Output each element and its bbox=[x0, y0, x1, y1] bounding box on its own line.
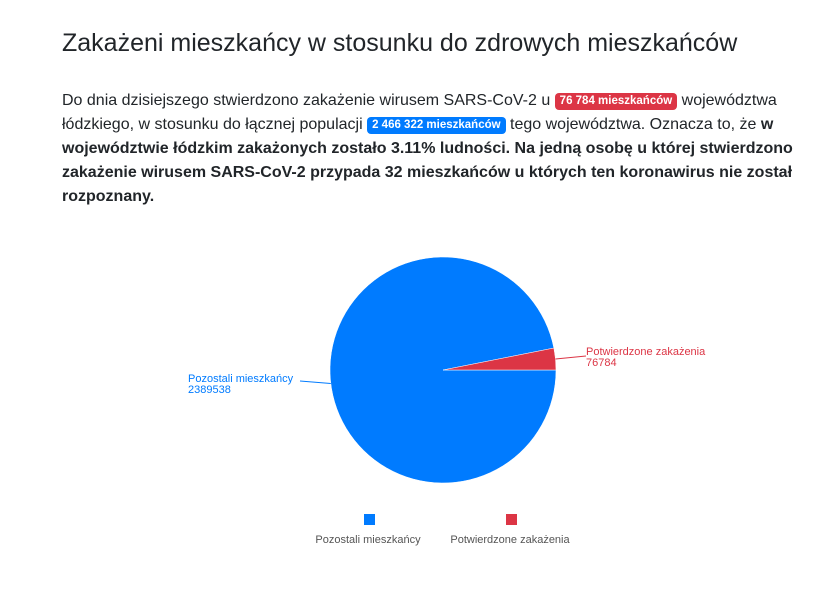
legend-item-confirmed-infections[interactable] bbox=[450, 514, 570, 546]
pie-slices bbox=[330, 257, 556, 483]
legend-swatch-confirmed-infections bbox=[506, 514, 517, 525]
label-connector-confirmed-infections bbox=[555, 356, 586, 359]
slice-value-confirmed-infections: 76784 bbox=[586, 357, 617, 369]
slice-value-remaining-residents: 2389538 bbox=[188, 384, 231, 396]
label-connector-remaining-residents bbox=[300, 381, 331, 384]
summary-conclusion: w województwie łódzkim zakażonych zostało 3.11% ludności. Na jedną osobę u której stwierdzono zakażenie wirusem SARS-CoV-2 przypada 32 mieszkańców u których ten koronawirus nie został rozpoznany. bbox=[62, 116, 793, 205]
summary-text-1: Do dnia dzisiejszego stwierdzono zakażenie wirusem SARS-CoV-2 u bbox=[62, 92, 555, 109]
legend-label-confirmed-infections: Potwierdzone zakażenia bbox=[450, 534, 570, 546]
summary-text-3: tego województwa. Oznacza to, że bbox=[505, 116, 761, 133]
slice-label-remaining-residents: Pozostali mieszkańcy bbox=[188, 373, 294, 385]
summary-text-2: województwa łódzkiego, w stosunku do łącznej populacji bbox=[62, 92, 777, 133]
legend-label-remaining-residents: Pozostali mieszkańcy bbox=[315, 534, 421, 546]
infected-count-badge: 76 784 mieszkańców bbox=[555, 93, 678, 110]
slice-label-confirmed-infections: Potwierdzone zakażenia bbox=[586, 346, 706, 358]
population-badge: 2 466 322 mieszkańców bbox=[367, 117, 506, 134]
page-title: Zakażeni mieszkańcy w stosunku do zdrowych mieszkańców bbox=[62, 29, 738, 57]
chart-legend bbox=[315, 514, 570, 546]
legend-swatch-remaining-residents bbox=[364, 514, 375, 525]
legend-item-remaining-residents[interactable] bbox=[315, 514, 421, 546]
